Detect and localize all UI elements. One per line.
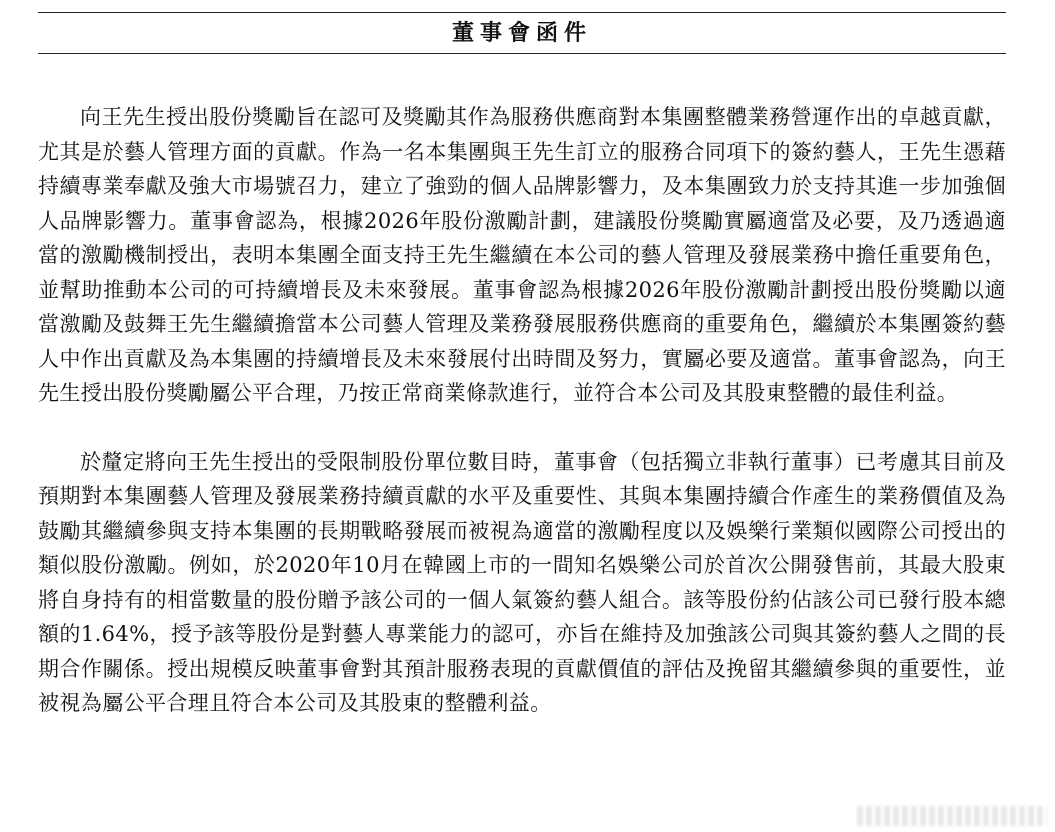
paragraph-2: 於釐定將向王先生授出的受限制股份單位數目時，董事會（包括獨立非執行董事）已考慮其目前及預期對本集團藝人管理及發展業務持續貢獻的水平及重要性、其與本集團持續合作產生的業務價值及為鼓勵其繼續參與支持本集團的長期戰略發展而被視為適當的激勵程度以及娛樂行業類似國際公司授出的類似股份激勵。例如，於2020年10月在韓國上市的一間知名娛樂公司於首次公開發售前，其最大股東將自身持有的相當數量的股份贈予該公司的一個人氣簽約藝人組合。該等股份約佔該公司已發行股本總額的1.64%，授予該等股份是對藝人專業能力的認可，亦旨在維持及加強該公司與其簽約藝人之間的長期合作關係。授出規模反映董事會對其預計服務表現的貢獻價值的評估及挽留其繼續參與的重要性，並被視為屬公平合理且符合本公司及其股東的整體利益。 [38,449,1006,715]
page-title: 董事會函件 [451,20,592,46]
document-page [38,0,1006,721]
watermark-logo [857,806,1047,826]
paragraph-1: 向王先生授出股份獎勵旨在認可及獎勵其作為服務供應商對本集團整體業務營運作出的卓越貢獻，尤其是於藝人管理方面的貢獻。作為一名本集團與王先生訂立的服務合同項下的簽約藝人，王先生憑藉持續專業奉獻及強大市場號召力，建立了強勁的個人品牌影響力，及本集團致力於支持其進一步加強個人品牌影響力。董事會認為，根據2026年股份激勵計劃，建議股份獎勵實屬適當及必要，及乃透過適當的激勵機制授出，表明本集團全面支持王先生繼續在本公司的藝人管理及發展業務中擔任重要角色，並幫助推動本公司的可持續增長及未來發展。董事會認為根據2026年股份激勵計劃授出股份獎勵以適當激勵及鼓舞王先生繼續擔當本公司藝人管理及業務發展服務供應商的重要角色，繼續於本集團簽約藝人中作出貢獻及為本集團的持續增長及未來發展付出時間及努力，實屬必要及適當。董事會認為，向王先生授出股份獎勵屬公平合理，乃按正常商業條款進行，並符合本公司及其股東整體的最佳利益。 [38,105,1006,405]
header-bottom-rule [38,53,1006,54]
letter-body [38,100,1006,721]
